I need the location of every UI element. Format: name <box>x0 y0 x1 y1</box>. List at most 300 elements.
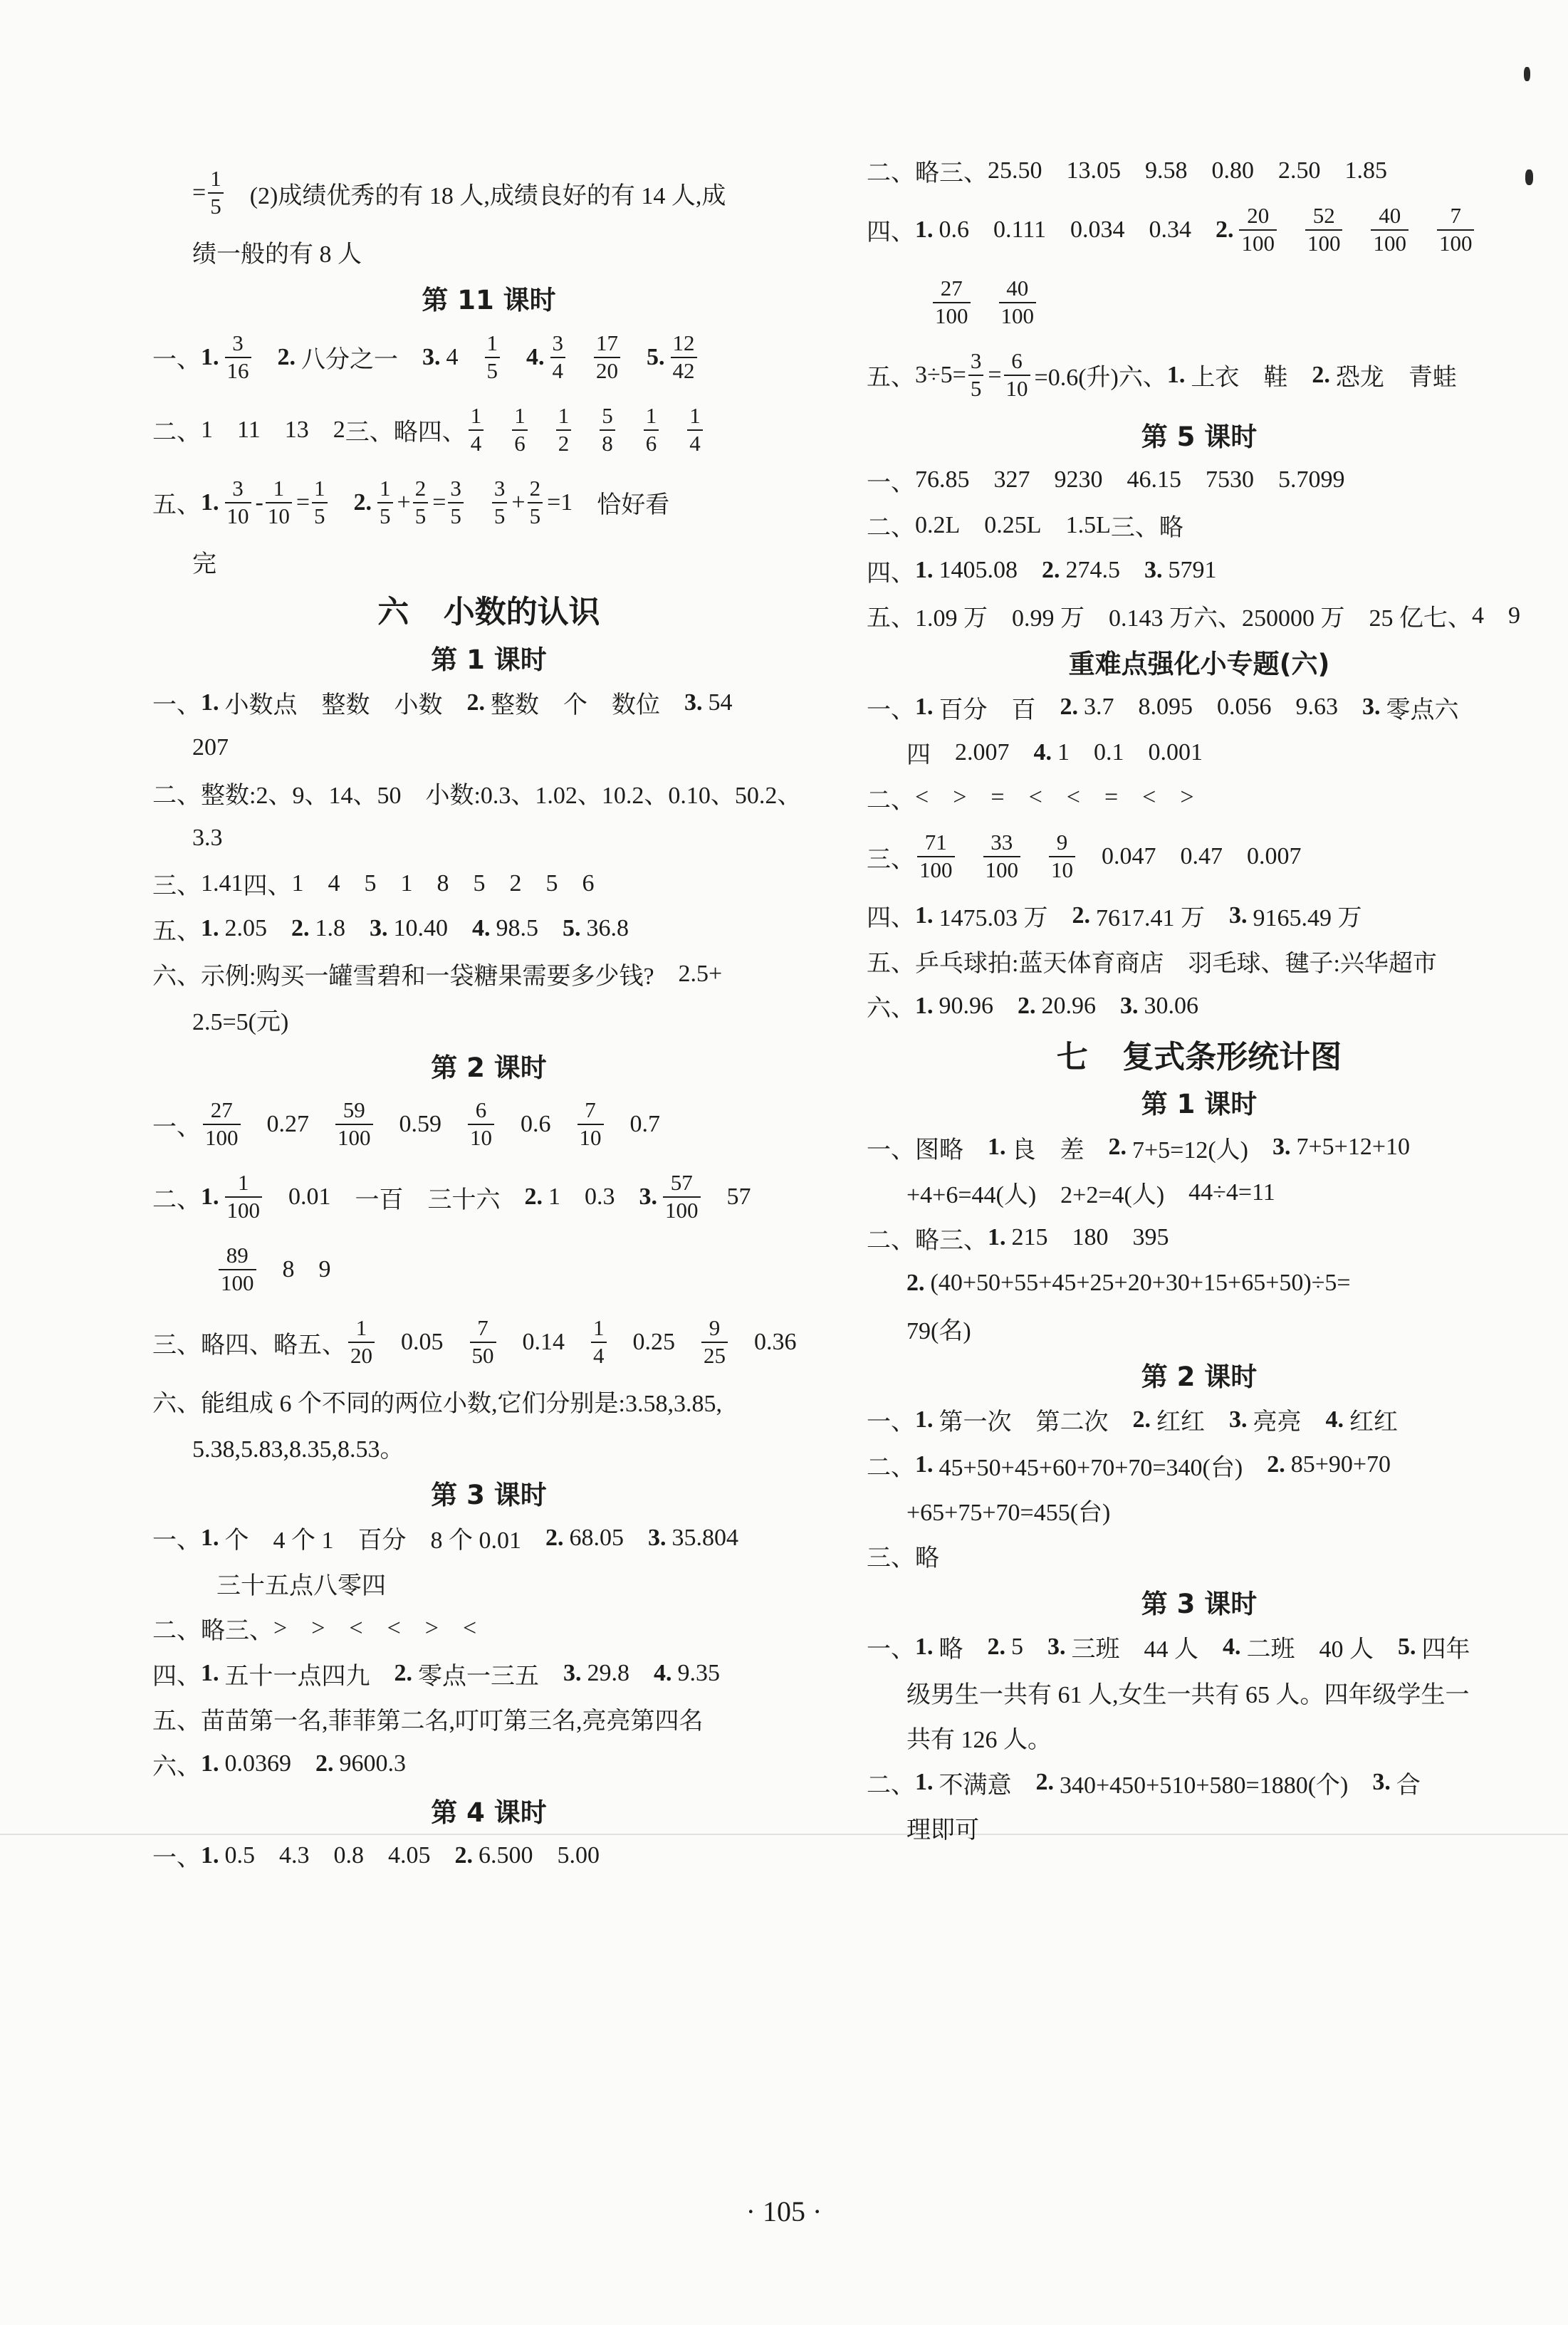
question-number: 一、 <box>152 1527 201 1555</box>
fraction-numerator: 1 <box>314 475 325 501</box>
answer-item <box>399 1111 442 1138</box>
answer-text: 180 <box>1072 1224 1109 1251</box>
answer-text: 0.27 <box>266 1111 309 1137</box>
fraction-numerator: 1 <box>238 1170 249 1196</box>
answer-item <box>1159 508 1183 543</box>
item-number: 4. <box>1325 1406 1344 1433</box>
fraction-denominator: 5 <box>970 375 982 401</box>
answer-text: 215 <box>1011 1224 1048 1251</box>
item-number: 2. <box>545 1524 564 1551</box>
answer-text: 44÷4=11 <box>1188 1179 1275 1206</box>
answer-text: 差 <box>1060 1137 1084 1164</box>
fraction-denominator: 5 <box>493 503 506 528</box>
chapter-heading <box>867 1029 1532 1079</box>
fraction <box>687 404 703 456</box>
answer-item <box>1229 1402 1302 1437</box>
answer-item <box>1127 466 1182 493</box>
answer-item <box>483 331 503 383</box>
continuation-line <box>152 539 825 585</box>
question-number: 一、 <box>867 469 915 496</box>
answer-text: 二班 <box>1246 1636 1295 1663</box>
answer-text: 0.36 <box>754 1329 797 1355</box>
fraction <box>1437 204 1475 256</box>
answer-item <box>915 830 957 882</box>
fraction <box>1305 204 1343 256</box>
answer-item <box>1133 1224 1169 1251</box>
right-column <box>867 148 1532 1851</box>
answer-text: 2 <box>333 416 345 443</box>
fraction-numerator: 1 <box>558 402 570 428</box>
answer-text: 七 <box>1056 1038 1088 1075</box>
answer-text: 百分 <box>939 696 988 723</box>
answer-text: 98.5 <box>496 915 538 942</box>
answer-text: 示例:购买一罐雪碧和一袋糖果需要多少钱? <box>201 963 654 991</box>
answer-text: 零点六 <box>1386 696 1459 723</box>
answer-text: 合 <box>1396 1772 1421 1799</box>
chapter-title-part <box>444 586 600 632</box>
answer-text: 三十五点八零四 <box>216 1572 386 1599</box>
answer-text: =0.6(升) <box>1034 365 1119 391</box>
answer-item <box>273 1615 287 1642</box>
answer-item <box>906 735 931 770</box>
answer-text: 良 <box>1011 1137 1036 1164</box>
answer-text: 上衣 <box>1191 365 1240 391</box>
question-number: 三、 <box>867 846 915 873</box>
answer-text: 苗苗第一名,菲菲第二名,叮叮第三名,亮亮第四名 <box>201 1708 704 1735</box>
answer-text: 13 <box>284 416 309 443</box>
fraction-denominator: 6 <box>514 430 526 456</box>
answer-item <box>915 993 993 1020</box>
question-number: 一、 <box>152 1845 201 1872</box>
answer-item <box>510 404 530 456</box>
fraction <box>485 331 501 383</box>
answer-item <box>455 1842 533 1869</box>
answer-text: 1.85 <box>1344 157 1387 184</box>
lesson-heading: 第 2 课时 <box>431 1052 547 1083</box>
answer-text: =1 <box>547 488 573 516</box>
answer-item <box>401 1329 444 1356</box>
answer-line <box>298 1306 797 1379</box>
answer-item <box>915 216 969 244</box>
answer-text: 9230 <box>1054 466 1103 493</box>
answer-item <box>1104 784 1118 811</box>
answer-item <box>192 825 223 852</box>
fraction <box>1049 830 1075 882</box>
answer-item <box>431 1520 522 1555</box>
answer-text: 207 <box>192 734 229 761</box>
answer-item <box>319 1256 331 1283</box>
fraction-numerator: 57 <box>670 1170 693 1196</box>
answer-item <box>915 598 988 633</box>
answer-item <box>915 690 988 725</box>
answer-item <box>201 1656 370 1691</box>
item-number: 1. <box>988 1134 1006 1161</box>
chapter-heading <box>152 584 825 634</box>
continuation-line <box>867 1670 1532 1715</box>
question-number: 一、 <box>152 1114 201 1141</box>
fraction <box>225 331 251 383</box>
answer-text: 29.8 <box>587 1660 629 1687</box>
answer-text: 0.7 <box>629 1111 660 1137</box>
fraction <box>413 476 429 528</box>
question-number: 四、 <box>867 905 915 932</box>
fraction-denominator: 5 <box>380 503 391 528</box>
answer-line <box>867 939 1437 984</box>
answer-line <box>345 407 418 453</box>
answer-item <box>394 412 418 447</box>
fraction <box>701 1316 728 1368</box>
answer-line <box>152 407 345 453</box>
question-number: 六、 <box>867 996 915 1023</box>
item-number: 3. <box>422 343 441 370</box>
lesson-heading: 第 2 课时 <box>1141 1361 1258 1392</box>
scan-mark <box>1524 67 1530 81</box>
continuation-line <box>867 266 1532 339</box>
operator: < <box>462 1614 477 1641</box>
answer-item <box>1508 602 1520 629</box>
answer-item <box>997 276 1039 328</box>
question-number: 二、 <box>867 787 915 814</box>
answer-item <box>394 1656 540 1691</box>
fraction <box>663 1171 701 1223</box>
answer-text: 六 <box>377 594 409 630</box>
fraction-numerator: 9 <box>1056 830 1068 855</box>
answer-item <box>1181 843 1223 870</box>
fraction <box>968 349 984 401</box>
fraction <box>512 404 528 456</box>
answer-text: 5 <box>1011 1633 1023 1660</box>
answer-item <box>472 915 538 942</box>
fraction-numerator: 1 <box>380 475 391 501</box>
answer-text: 红红 <box>1156 1409 1205 1436</box>
answer-item <box>425 775 801 810</box>
answer-line <box>152 1606 225 1651</box>
answer-item <box>1094 739 1124 766</box>
fraction <box>1004 349 1030 401</box>
answer-text: 0.056 <box>1217 694 1272 721</box>
answer-line <box>867 593 1193 639</box>
fraction <box>1371 204 1408 256</box>
answer-line <box>867 503 1111 548</box>
item-number: 3. <box>1229 1406 1248 1433</box>
item-number: 3. <box>1120 992 1139 1019</box>
answer-text: 1475.03 万 <box>939 905 1048 932</box>
operator: + <box>397 488 411 516</box>
fraction <box>469 404 484 456</box>
answer-item <box>425 1615 439 1642</box>
answer-text: 9.58 <box>1145 157 1188 184</box>
answer-text: 个 <box>224 1527 249 1555</box>
answer-text: 250000 万 <box>1242 605 1345 632</box>
answer-item <box>346 1316 377 1368</box>
answer-item <box>201 1750 291 1777</box>
answer-item <box>201 1701 704 1736</box>
answer-item <box>1247 843 1302 870</box>
answer-line <box>152 861 244 907</box>
answer-text: 40 人 <box>1319 1636 1374 1663</box>
answer-item <box>563 1660 629 1687</box>
answer-item <box>1212 157 1255 184</box>
continuation-line <box>152 1233 825 1306</box>
item-number: 1. <box>915 1769 934 1796</box>
fraction-denominator: 4 <box>593 1343 605 1368</box>
answer-text: 5.7099 <box>1278 466 1345 493</box>
operator: + <box>511 488 526 516</box>
answer-text: 不满意 <box>939 1772 1012 1799</box>
item-number: 1. <box>915 1406 934 1433</box>
answer-text: 0.1 <box>1094 738 1124 766</box>
answer-item <box>654 1660 720 1687</box>
answer-item <box>1278 466 1345 493</box>
answer-text: 30.06 <box>1144 992 1198 1019</box>
item-number: 1. <box>201 1184 219 1210</box>
answer-text: 略 <box>201 1618 225 1645</box>
answer-item <box>201 775 401 810</box>
answer-line <box>867 820 1302 893</box>
answer-line <box>152 1651 720 1697</box>
fraction-numerator: 9 <box>709 1315 721 1341</box>
item-number: 1. <box>915 1633 934 1660</box>
answer-item <box>355 1180 404 1215</box>
answer-text: 1.09 万 <box>915 605 988 632</box>
item-number: 3. <box>1229 902 1248 929</box>
answer-text: 5791 <box>1168 557 1217 584</box>
item-number: 4. <box>472 915 491 942</box>
continuation-line <box>152 997 825 1043</box>
answer-line <box>939 1216 1169 1261</box>
answer-text: 略 <box>273 1332 298 1359</box>
fraction-denominator: 6 <box>645 430 657 456</box>
answer-item <box>546 870 558 897</box>
answer-text: 红红 <box>1349 1409 1398 1436</box>
item-number: 5. <box>563 915 581 942</box>
continuation-line <box>867 1805 1532 1851</box>
answer-item <box>1167 357 1240 392</box>
question-number: 一、 <box>152 692 201 719</box>
question-number: 三、 <box>939 160 988 187</box>
answer-item <box>915 512 960 539</box>
answer-text: 8.095 <box>1138 694 1193 721</box>
item-number: 4. <box>1033 738 1052 766</box>
continuation-line <box>152 816 825 862</box>
operator: > <box>953 784 967 811</box>
question-number: 四、 <box>243 873 292 900</box>
item-number: 1. <box>915 216 934 243</box>
item-number: 3. <box>1047 1633 1066 1660</box>
answer-item <box>1070 216 1125 244</box>
fraction-numerator: 12 <box>672 330 695 355</box>
answer-item <box>754 1329 797 1356</box>
item-number: 2. <box>1042 557 1060 584</box>
answer-item <box>523 1329 565 1356</box>
answer-item <box>1435 204 1477 256</box>
answer-text: 0.8 <box>333 1841 364 1869</box>
answer-item <box>1303 204 1345 256</box>
answer-item <box>1060 1130 1084 1165</box>
fraction <box>556 404 572 456</box>
question-number: 二、 <box>867 515 915 542</box>
answer-item <box>1042 557 1120 584</box>
item-number: 3. <box>370 915 388 942</box>
answer-item <box>1149 216 1191 244</box>
fraction <box>348 1316 375 1368</box>
fraction-numerator: 3 <box>493 475 506 501</box>
fraction-numerator: 5 <box>602 402 613 428</box>
fraction-denominator: 100 <box>1241 230 1275 256</box>
answer-text: 0.14 <box>522 1329 565 1355</box>
answer-text: 略 <box>915 160 939 187</box>
fraction-denominator: 20 <box>596 357 618 383</box>
answer-text: 0.59 <box>399 1111 441 1137</box>
fraction-numerator: 1 <box>210 166 221 192</box>
answer-item <box>394 685 443 720</box>
answer-item <box>201 1325 225 1360</box>
operator: < <box>349 1614 363 1641</box>
answer-item <box>1296 694 1339 721</box>
answer-item <box>582 870 595 897</box>
fraction-numerator: 1 <box>273 475 285 501</box>
operator: < <box>1142 784 1156 811</box>
chapter-title-part <box>1122 1031 1342 1077</box>
item-number: 2. <box>1215 216 1234 243</box>
answer-item <box>1312 357 1384 392</box>
answer-text: 略 <box>201 1332 225 1359</box>
question-number: 四、 <box>867 219 915 246</box>
answer-item <box>333 417 345 444</box>
continuation-line <box>867 1488 1532 1533</box>
continuation-line <box>867 730 1532 775</box>
fraction-denominator: 5 <box>314 503 325 528</box>
answer-item <box>915 557 1018 584</box>
answer-item <box>1060 1175 1164 1210</box>
page-number: · 105 · <box>746 2195 822 2227</box>
fraction-numerator: 2 <box>529 475 541 501</box>
answer-text: 4.05 <box>388 1841 431 1869</box>
answer-item <box>991 784 1004 811</box>
item-number: 5. <box>1398 1633 1416 1660</box>
answer-line <box>152 1696 704 1742</box>
fraction <box>377 476 393 528</box>
item-number: 2. <box>454 1841 473 1869</box>
answer-item <box>370 915 448 942</box>
fraction <box>1239 204 1277 256</box>
item-number: 5. <box>647 343 665 370</box>
fraction-numerator: 1 <box>645 402 657 428</box>
answer-text: 1 <box>400 869 413 897</box>
answer-text: 44 人 <box>1144 1636 1198 1663</box>
fraction-denominator: 2 <box>558 430 570 456</box>
fraction <box>528 476 543 528</box>
fraction <box>600 404 615 456</box>
answer-text: 46.15 <box>1127 466 1181 493</box>
answer-item <box>727 1184 751 1211</box>
answer-item <box>490 476 573 528</box>
fraction <box>671 331 697 383</box>
answer-text: 亮亮 <box>1253 1409 1302 1436</box>
answer-line <box>152 907 629 952</box>
answer-text: 7+5+12+10 <box>1296 1134 1411 1161</box>
item-number: 1. <box>1166 361 1186 388</box>
answer-item <box>684 689 733 716</box>
answer-item <box>334 1842 365 1869</box>
answer-item <box>201 1098 243 1150</box>
answer-item <box>915 466 970 493</box>
answer-item <box>906 1720 1052 1755</box>
answer-text: 0.01 <box>288 1184 331 1210</box>
answer-item <box>906 1675 1470 1710</box>
operator: = <box>1104 784 1119 811</box>
lesson-heading: 重难点强化小专题(六) <box>1068 649 1330 679</box>
item-number: 1. <box>201 915 219 942</box>
answer-text: 整数:2、9、14、50 <box>201 783 402 810</box>
answer-text: 0.25 <box>632 1329 675 1355</box>
item-number: 2. <box>291 915 310 942</box>
answer-text: 25 亿 <box>1369 605 1423 632</box>
answer-text: 9 <box>318 1256 331 1282</box>
fraction-numerator: 1 <box>486 330 498 355</box>
answer-text: 小数点 <box>224 692 298 719</box>
answer-text: 略 <box>915 1227 939 1254</box>
fraction-numerator: 20 <box>1247 202 1270 228</box>
answer-text: 76.85 <box>915 466 970 493</box>
lesson-heading: 第 5 课时 <box>1141 422 1258 452</box>
answer-text: 1 <box>548 1184 560 1210</box>
question-number: 三、 <box>939 1227 988 1254</box>
answer-item <box>1120 993 1198 1020</box>
answer-item <box>1102 843 1156 870</box>
answer-text: 0.007 <box>1247 843 1302 869</box>
item-number: 1. <box>915 557 934 584</box>
answer-line <box>152 1379 722 1424</box>
answer-item <box>1398 1629 1470 1664</box>
answer-item <box>1047 830 1077 882</box>
question-number: 五、 <box>152 918 201 945</box>
answer-text: 2+2=4(人) <box>1060 1182 1165 1209</box>
answer-text: 54 <box>708 689 733 716</box>
answer-text: +4+6=44(人) <box>906 1182 1037 1209</box>
answer-item <box>915 1538 939 1573</box>
answer-text: 5 <box>473 869 486 897</box>
answer-text: 0.5 <box>224 1841 255 1869</box>
answer-item <box>915 784 929 811</box>
fraction <box>203 1098 241 1150</box>
answer-line <box>867 893 1362 939</box>
answer-item <box>1180 784 1193 811</box>
answer-item <box>915 1448 1243 1483</box>
operator: = <box>991 784 1005 811</box>
item-number: 1. <box>201 343 219 370</box>
answer-item <box>1267 1451 1391 1478</box>
answer-text: 共有 126 人。 <box>906 1727 1052 1754</box>
answer-text: 级男生一共有 61 人,女生一共有 65 人。四年级学生一 <box>906 1681 1470 1708</box>
answer-text: 零点一三五 <box>418 1663 539 1690</box>
fraction-numerator: 6 <box>475 1097 487 1123</box>
answer-item <box>192 734 229 761</box>
fraction-denominator: 25 <box>704 1343 726 1368</box>
answer-item <box>1242 598 1345 633</box>
answer-line <box>152 1833 600 1879</box>
fraction-numerator: 59 <box>343 1097 365 1123</box>
item-number: 2. <box>1132 1406 1151 1433</box>
answer-text: 4 个 1 <box>273 1527 334 1555</box>
answer-line <box>244 861 595 907</box>
answer-text: 4 <box>328 869 340 897</box>
answer-text: 数位 <box>612 692 660 719</box>
answer-text: 2.5+ <box>678 960 723 987</box>
answer-text: 百 <box>1011 696 1036 723</box>
fraction-denominator: 100 <box>1373 230 1406 256</box>
answer-item <box>1319 1629 1374 1664</box>
